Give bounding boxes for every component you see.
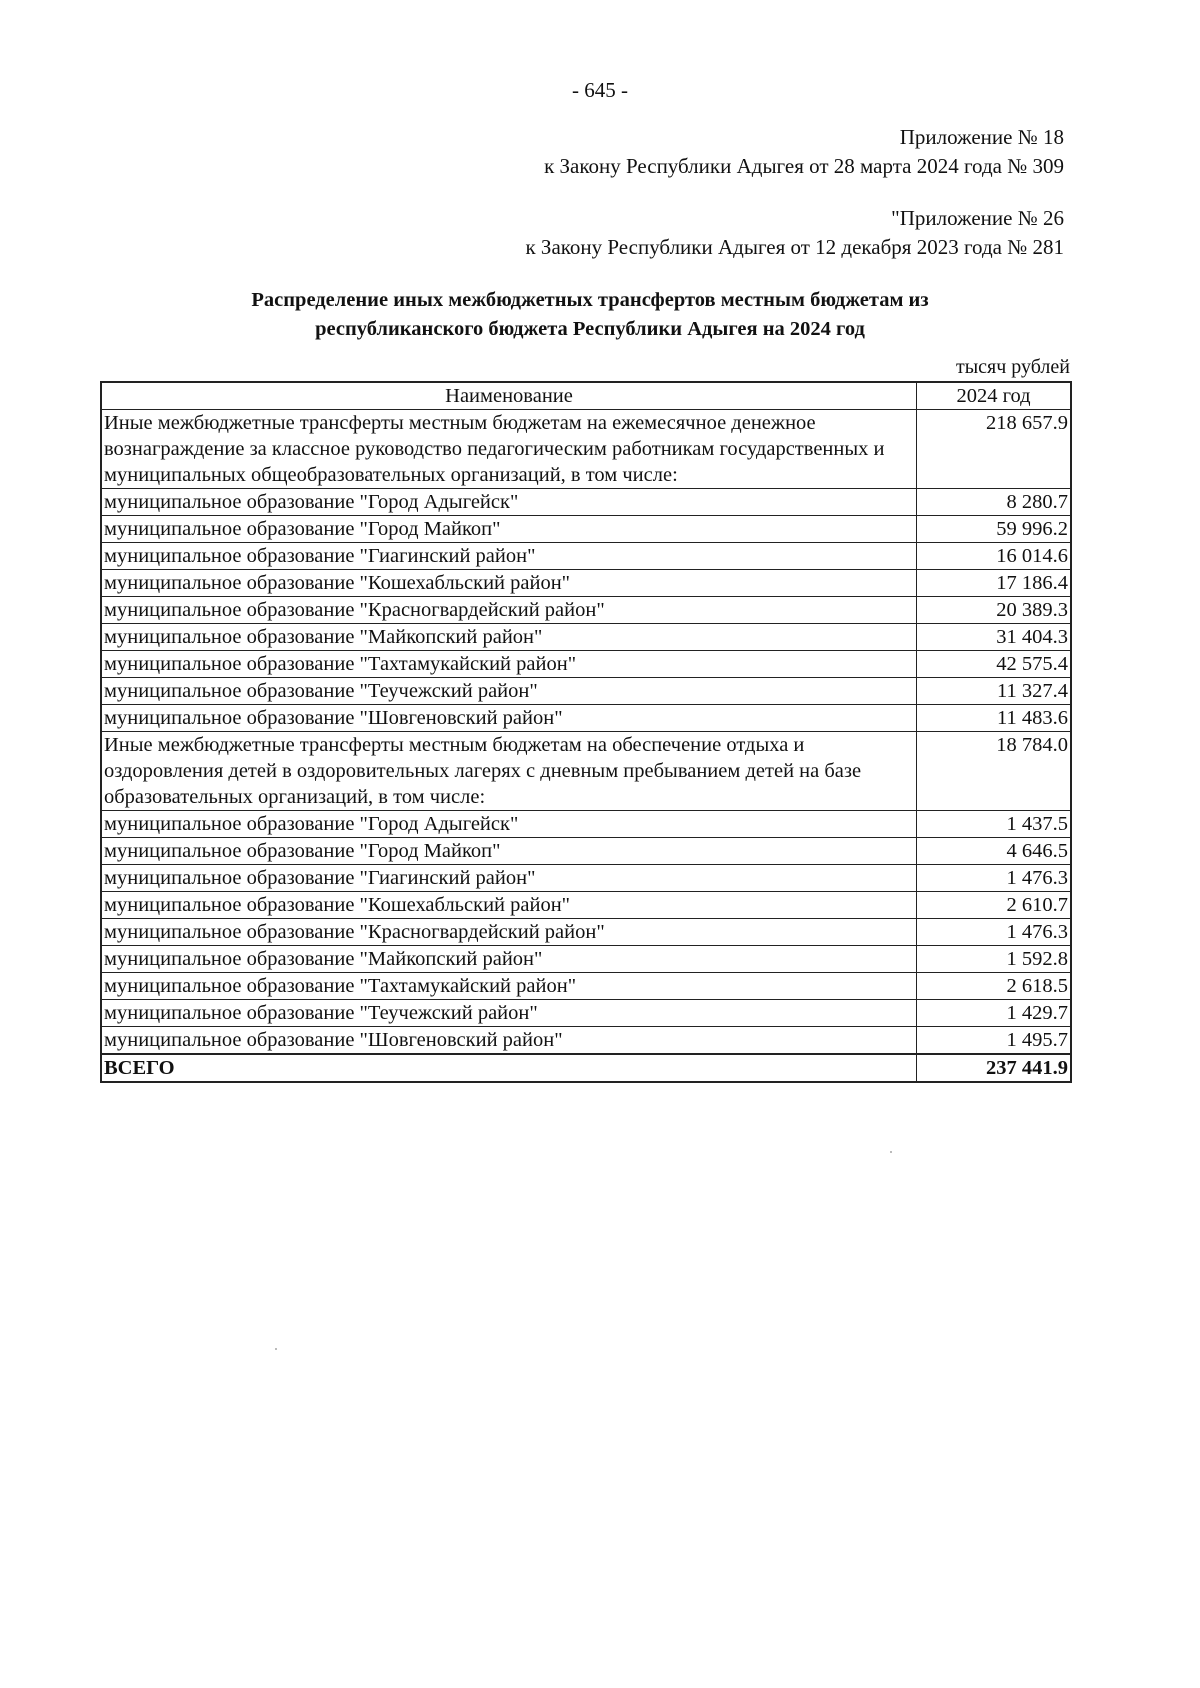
row-value: 2 618.5 — [917, 973, 1072, 1000]
total-value: 237 441.9 — [917, 1054, 1072, 1082]
table-row — [101, 838, 1071, 865]
row-name: муниципальное образование "Город Адыгейск" — [101, 811, 917, 838]
units-label: тысяч рублей — [955, 356, 1070, 378]
row-value: 11 327.4 — [917, 678, 1072, 705]
row-name: муниципальное образование "Гиагинский район" — [101, 543, 917, 570]
table-row — [101, 624, 1071, 651]
table-row — [101, 811, 1071, 838]
table-row — [101, 732, 1071, 811]
annex-current-number: Приложение № 18 — [899, 125, 1064, 149]
table-row — [101, 973, 1071, 1000]
row-name: муниципальное образование "Красногвардейский район" — [101, 919, 917, 946]
header-name: Наименование — [101, 382, 917, 410]
annex-current — [544, 123, 1064, 181]
row-value: 2 610.7 — [917, 892, 1072, 919]
row-value: 218 657.9 — [917, 410, 1072, 489]
annex-amended — [525, 204, 1064, 262]
row-name: муниципальное образование "Город Адыгейск" — [101, 489, 917, 516]
table-row — [101, 919, 1071, 946]
table-row — [101, 678, 1071, 705]
table-row — [101, 597, 1071, 624]
table-row — [101, 410, 1071, 489]
table-row — [101, 865, 1071, 892]
row-value: 20 389.3 — [917, 597, 1072, 624]
title-line-1: Распределение иных межбюджетных трансфертов местным бюджетам из — [251, 289, 929, 311]
row-name: муниципальное образование "Теучежский район" — [101, 678, 917, 705]
annex-current-law: к Закону Республики Адыгея от 28 марта 2024 года № 309 — [544, 154, 1064, 178]
row-value: 59 996.2 — [917, 516, 1072, 543]
document-title — [120, 286, 1060, 344]
row-value: 1 476.3 — [917, 865, 1072, 892]
row-name: муниципальное образование "Гиагинский район" — [101, 865, 917, 892]
row-value: 18 784.0 — [917, 732, 1072, 811]
row-value: 1 495.7 — [917, 1027, 1072, 1055]
total-label: ВСЕГО — [101, 1054, 917, 1082]
row-value: 17 186.4 — [917, 570, 1072, 597]
row-value: 11 483.6 — [917, 705, 1072, 732]
row-name: муниципальное образование "Майкопский район" — [101, 946, 917, 973]
row-name: муниципальное образование "Тахтамукайский район" — [101, 973, 917, 1000]
row-name: муниципальное образование "Майкопский район" — [101, 624, 917, 651]
row-value: 8 280.7 — [917, 489, 1072, 516]
row-name: Иные межбюджетные трансферты местным бюджетам на ежемесячное денежное вознаграждение за классное руководство педагогическим работникам государственных и муниципальных общеобразовательных организаций, в том числе: — [101, 410, 917, 489]
row-name: муниципальное образование "Тахтамукайский район" — [101, 651, 917, 678]
table-row — [101, 1000, 1071, 1027]
row-name: муниципальное образование "Город Майкоп" — [101, 838, 917, 865]
row-name: муниципальное образование "Кошехабльский район" — [101, 570, 917, 597]
table-row — [101, 570, 1071, 597]
row-name: Иные межбюджетные трансферты местным бюджетам на обеспечение отдыха и оздоровления детей в оздоровительных лагерях с дневным пребыванием детей на базе образовательных организаций, в том числе: — [101, 732, 917, 811]
table-row — [101, 1027, 1071, 1055]
row-value: 31 404.3 — [917, 624, 1072, 651]
row-name: муниципальное образование "Шовгеновский район" — [101, 1027, 917, 1055]
row-name: муниципальное образование "Шовгеновский район" — [101, 705, 917, 732]
table-row — [101, 543, 1071, 570]
table-row — [101, 516, 1071, 543]
row-name: муниципальное образование "Город Майкоп" — [101, 516, 917, 543]
table-row — [101, 946, 1071, 973]
transfers-table — [100, 381, 1072, 1083]
annex-amended-number: "Приложение № 26 — [891, 206, 1064, 230]
table-header-row — [101, 382, 1071, 410]
annex-amended-law: к Закону Республики Адыгея от 12 декабря 2023 года № 281 — [525, 235, 1064, 259]
table-row — [101, 705, 1071, 732]
row-value: 42 575.4 — [917, 651, 1072, 678]
row-value: 1 429.7 — [917, 1000, 1072, 1027]
scan-speck — [275, 1348, 277, 1350]
table-row — [101, 489, 1071, 516]
row-name: муниципальное образование "Красногвардейский район" — [101, 597, 917, 624]
row-value: 1 476.3 — [917, 919, 1072, 946]
header-year: 2024 год — [917, 382, 1072, 410]
title-line-2: республиканского бюджета Республики Адыгея на 2024 год — [315, 318, 865, 340]
row-value: 4 646.5 — [917, 838, 1072, 865]
row-name: муниципальное образование "Кошехабльский район" — [101, 892, 917, 919]
scan-speck — [890, 1151, 892, 1153]
page-number: - 645 - — [572, 78, 628, 102]
row-value: 1 437.5 — [917, 811, 1072, 838]
row-name: муниципальное образование "Теучежский район" — [101, 1000, 917, 1027]
row-value: 16 014.6 — [917, 543, 1072, 570]
row-value: 1 592.8 — [917, 946, 1072, 973]
table-row — [101, 892, 1071, 919]
table-row — [101, 651, 1071, 678]
total-row — [101, 1054, 1071, 1082]
